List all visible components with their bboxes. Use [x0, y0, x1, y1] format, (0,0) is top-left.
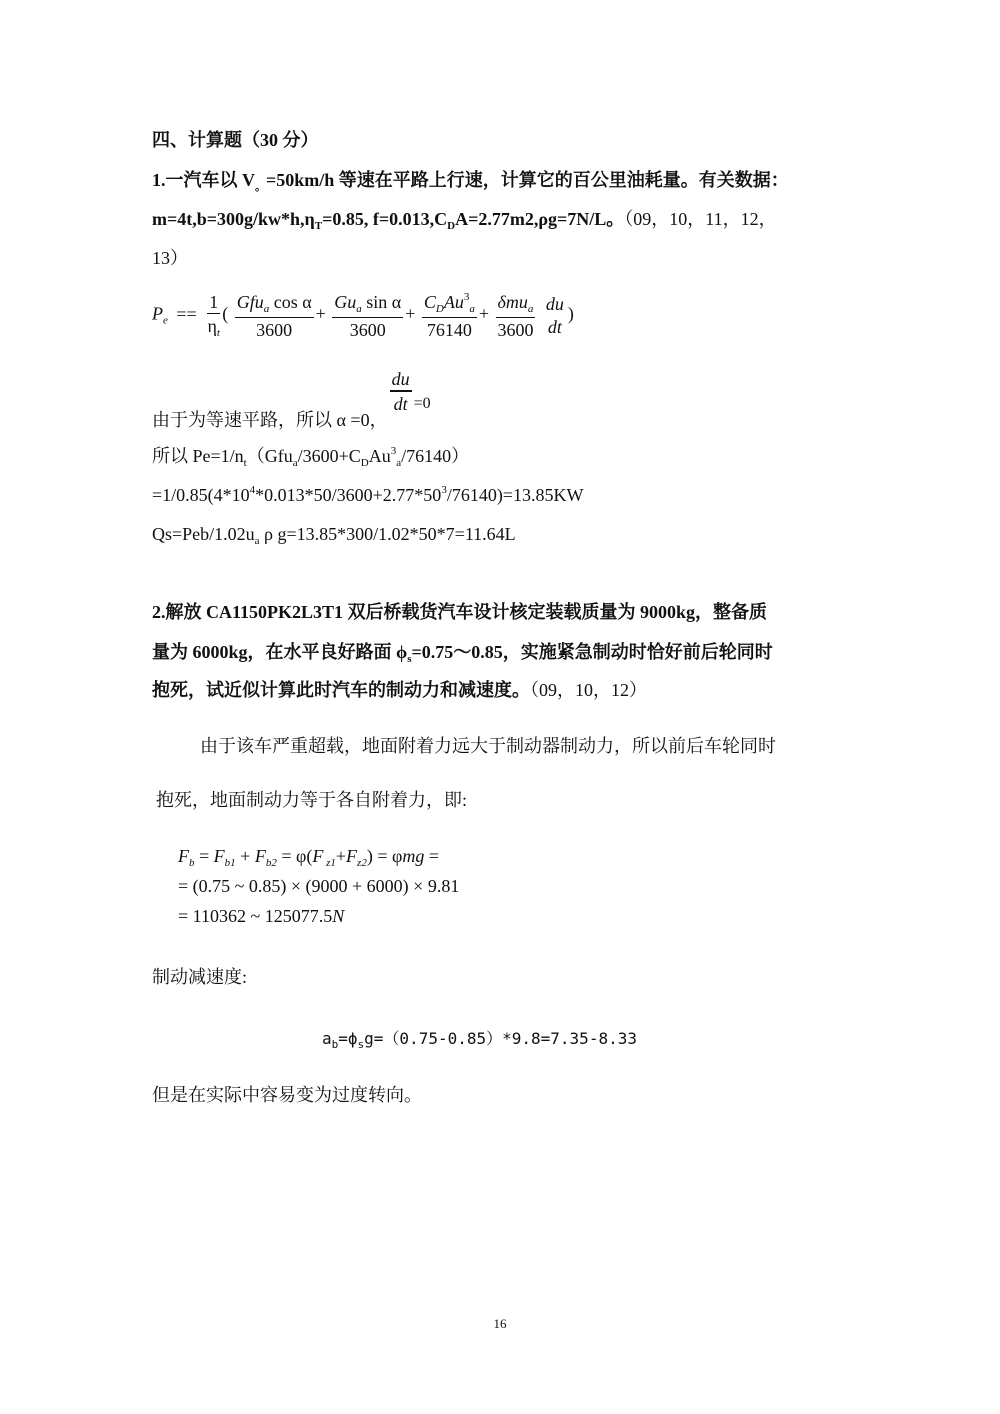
- term1: [235, 293, 314, 339]
- t1t: cos α: [269, 291, 312, 312]
- term1-den: 3600: [256, 319, 293, 340]
- q2-line1: 2.解放 CA1150PK2L3T1 双后桥载货汽车设计核定装载质量为 9000kg，整备质: [152, 602, 768, 622]
- eta: η: [207, 315, 217, 336]
- d-num: du: [545, 294, 564, 314]
- t1n: Gfu: [236, 291, 264, 312]
- t3m: Au: [443, 292, 464, 312]
- text-segment: ) = φ: [366, 846, 403, 866]
- term3-den: 76140: [426, 320, 472, 340]
- subscript: t: [243, 457, 247, 469]
- text-segment: = φ(: [276, 846, 313, 866]
- q1-line2: [152, 210, 777, 232]
- step1: [152, 446, 469, 469]
- t3n: C: [423, 292, 436, 312]
- text-segment: m=4t,b=300g/kw*h,η: [152, 209, 315, 229]
- para1: 由于该车严重超载，地面附着力远大于制动器制动力，所以前后车轮同时: [200, 736, 776, 756]
- q1-line3: 13）: [152, 248, 188, 268]
- eta-sub: t: [216, 326, 220, 339]
- subscript: z2: [357, 857, 367, 869]
- t1s: a: [263, 302, 270, 315]
- term4-num: [496, 293, 536, 318]
- q2-question: 抱死，试近似计算此时汽车的制动力和减速度。: [152, 680, 530, 700]
- superscript: 4: [249, 484, 256, 496]
- eq2: = (0.75 ~ 0.85) × (9000 + 6000) × 9.81: [178, 876, 460, 896]
- text-segment: 1.一汽车以 V: [152, 170, 255, 190]
- text-segment: F: [346, 846, 358, 866]
- text-segment: A=2.77m2,ρg=7N/L。: [455, 209, 625, 229]
- q2-line2: [152, 643, 773, 665]
- subscript: D: [360, 457, 369, 469]
- derivative: [544, 295, 566, 336]
- text-segment: （Gfu: [246, 446, 293, 466]
- term2-den: 3600: [349, 319, 386, 340]
- subscript: a: [396, 457, 402, 469]
- condition-eq: =0: [413, 394, 431, 412]
- text-segment: =1/0.85(4*10: [152, 485, 250, 505]
- text-segment: *0.013*50/3600+2.77*50: [255, 485, 442, 505]
- text-segment: F: [312, 846, 324, 866]
- formula-lhs-sub: e: [163, 314, 168, 327]
- step3: [152, 525, 516, 547]
- text-segment: N: [332, 906, 345, 926]
- coef-fraction: [207, 293, 220, 339]
- subscript: b: [331, 1038, 339, 1051]
- du: du: [390, 370, 412, 392]
- text-segment: =50km/h 等速在平路上行速，计算它的百公里油耗量。有关数据：: [266, 170, 789, 190]
- du-dt: [390, 370, 412, 413]
- text-segment: /76140）: [401, 446, 470, 466]
- decel-label: 制动减速度:: [152, 967, 248, 987]
- q1-line1: [152, 171, 789, 193]
- condition-line: [152, 369, 431, 430]
- q2-years: （09，10，12）: [530, 680, 647, 700]
- t3sup: 3: [463, 291, 470, 303]
- q1-years: （09，10，11，12，: [624, 209, 777, 229]
- condition-text: 由于为等速平路，所以 α =0，: [152, 409, 388, 430]
- text-segment: 所以 Pe=1/n: [152, 446, 244, 466]
- superscript: 3: [390, 445, 397, 457]
- text-segment: Qs=Peb/1.02u: [152, 524, 255, 544]
- subscript: b: [189, 857, 195, 869]
- text-segment: /3600+C: [297, 446, 361, 466]
- step2: [152, 485, 583, 504]
- coef-den: [207, 314, 219, 339]
- dt: dt: [393, 394, 408, 414]
- text-segment: +: [235, 846, 255, 866]
- subscript: a: [254, 535, 260, 547]
- term2-num: [332, 293, 403, 318]
- text-segment: =: [194, 846, 214, 866]
- eq3: [178, 907, 344, 925]
- power-formula: $P_e$ == $\frac{1}{\eta_t}$ ( $\frac{Gfu_a \cos \alpha}{3600}$ + $\frac{Gu_a \sin \alpha}{3600}$ + $\frac{C_DAu^3_a}{76140}$ + $\frac{\delta mu_a}{3600}$ du dt ): [152, 291, 574, 340]
- coef-num: 1: [209, 291, 219, 312]
- formula-eq: ==: [176, 303, 197, 324]
- term3-num: [422, 292, 477, 318]
- text-segment: mg: [402, 846, 425, 866]
- text-segment: = 110362 ~ 125077.5: [178, 906, 333, 926]
- q1-data: [152, 209, 625, 232]
- subscript: 。: [255, 181, 266, 193]
- term2: [332, 293, 403, 339]
- t4n: δmu: [497, 291, 528, 312]
- term3: [422, 292, 477, 339]
- q2-line3: [152, 681, 647, 699]
- d-den: dt: [547, 317, 562, 337]
- subscript: z1: [323, 857, 336, 869]
- formula-lhs: P: [152, 303, 163, 324]
- text-segment: F: [213, 846, 225, 866]
- page-number: 16: [493, 1316, 507, 1331]
- text-segment: =0.75～0.85，实施紧急制动时恰好前后轮同时: [411, 642, 773, 662]
- note: 但是在实际中容易变为过度转向。: [152, 1085, 422, 1105]
- t2s: a: [356, 302, 362, 315]
- subscript: s: [357, 1038, 365, 1051]
- subscript: s: [407, 653, 412, 665]
- subscript: b1: [224, 857, 236, 869]
- text-segment: ρ g=13.85*300/1.02*50*7=11.64L: [259, 524, 516, 544]
- text-segment: =0.85, f=0.013,C: [322, 209, 448, 229]
- subscript: T: [314, 220, 323, 232]
- para2: 抱死，地面制动力等于各自附着力，即:: [156, 790, 467, 810]
- decel-eq: [322, 1031, 637, 1050]
- term4: [496, 293, 536, 339]
- text-segment: a: [322, 1029, 332, 1048]
- subscript: a: [292, 457, 298, 469]
- superscript: 3: [441, 484, 447, 496]
- text-segment: g=（0.75-0.85）*9.8=7.35-8.33: [364, 1029, 637, 1048]
- term4-den: 3600: [497, 319, 534, 340]
- t2t: sin α: [361, 291, 402, 312]
- t3s1: D: [435, 303, 444, 315]
- t3s2: a: [469, 303, 475, 315]
- text-segment: =: [424, 846, 440, 866]
- text-segment: Au: [368, 446, 391, 466]
- text-segment: F: [178, 846, 189, 866]
- text-segment: +: [335, 846, 347, 866]
- t2n: Gu: [334, 291, 357, 312]
- term1-num: [235, 293, 314, 318]
- eq1: [178, 847, 439, 869]
- text-segment: =ϕ: [338, 1029, 358, 1048]
- section-title: 四、计算题（30 分）: [152, 130, 319, 150]
- subscript: D: [447, 220, 456, 232]
- text-segment: /76140)=13.85KW: [446, 485, 584, 505]
- t4s: a: [527, 302, 534, 315]
- text-segment: F: [254, 846, 266, 866]
- subscript: b2: [265, 857, 277, 869]
- text-segment: 量为 6000kg，在水平良好路面 ϕ: [152, 642, 408, 662]
